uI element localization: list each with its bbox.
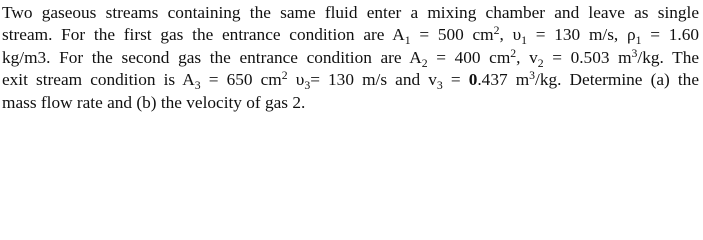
text-run: .437 m [477,70,530,90]
text-run: stream. For the first gas the entrance condition are A [2,25,405,45]
text-run: /kg. The [637,47,699,67]
bold-text: 0 [468,70,478,90]
problem-line-3 [2,47,699,69]
subscript: 3 [436,78,443,92]
subscript: 3 [194,78,201,92]
text-run: exit stream condition is A [2,70,195,90]
subscript: 1 [521,34,528,48]
subscript: 2 [421,56,428,70]
text-run: , v [516,47,538,67]
text-run: = 130 m/s and v [310,70,437,90]
text-run: kg/m3. For the second gas the entrance condition are A [2,47,422,67]
problem-line-2 [2,24,699,46]
text-run: = 650 cm [200,70,282,90]
text-run: mass flow rate and (b) the velocity of gas 2. [2,92,306,112]
superscript: 3 [631,46,638,60]
text-run: /kg. Determine (a) the [535,70,699,90]
problem-text [2,2,699,114]
text-run: = 400 cm [427,47,511,67]
problem-line-5 [2,92,699,114]
subscript: 1 [404,34,411,48]
superscript: 3 [529,69,536,83]
subscript: 2 [537,56,544,70]
subscript: 1 [635,34,642,48]
subscript: 3 [304,78,311,92]
text-run: = 0.503 m [543,47,632,67]
text-run: υ [287,70,305,90]
problem-line-4 [2,69,699,91]
superscript: 2 [493,24,500,38]
text-run: , υ [499,25,522,45]
superscript: 2 [510,46,517,60]
superscript: 2 [281,69,288,83]
text-run: Two gaseous streams containing the same fluid enter a mixing chamber and leave as single [2,3,699,22]
text-run: = [442,70,469,90]
text-run: = 1.60 [641,25,699,45]
text-run: = 500 cm [410,25,494,45]
problem-line-1 [2,2,699,24]
text-run: = 130 m/s, ρ [527,25,636,45]
